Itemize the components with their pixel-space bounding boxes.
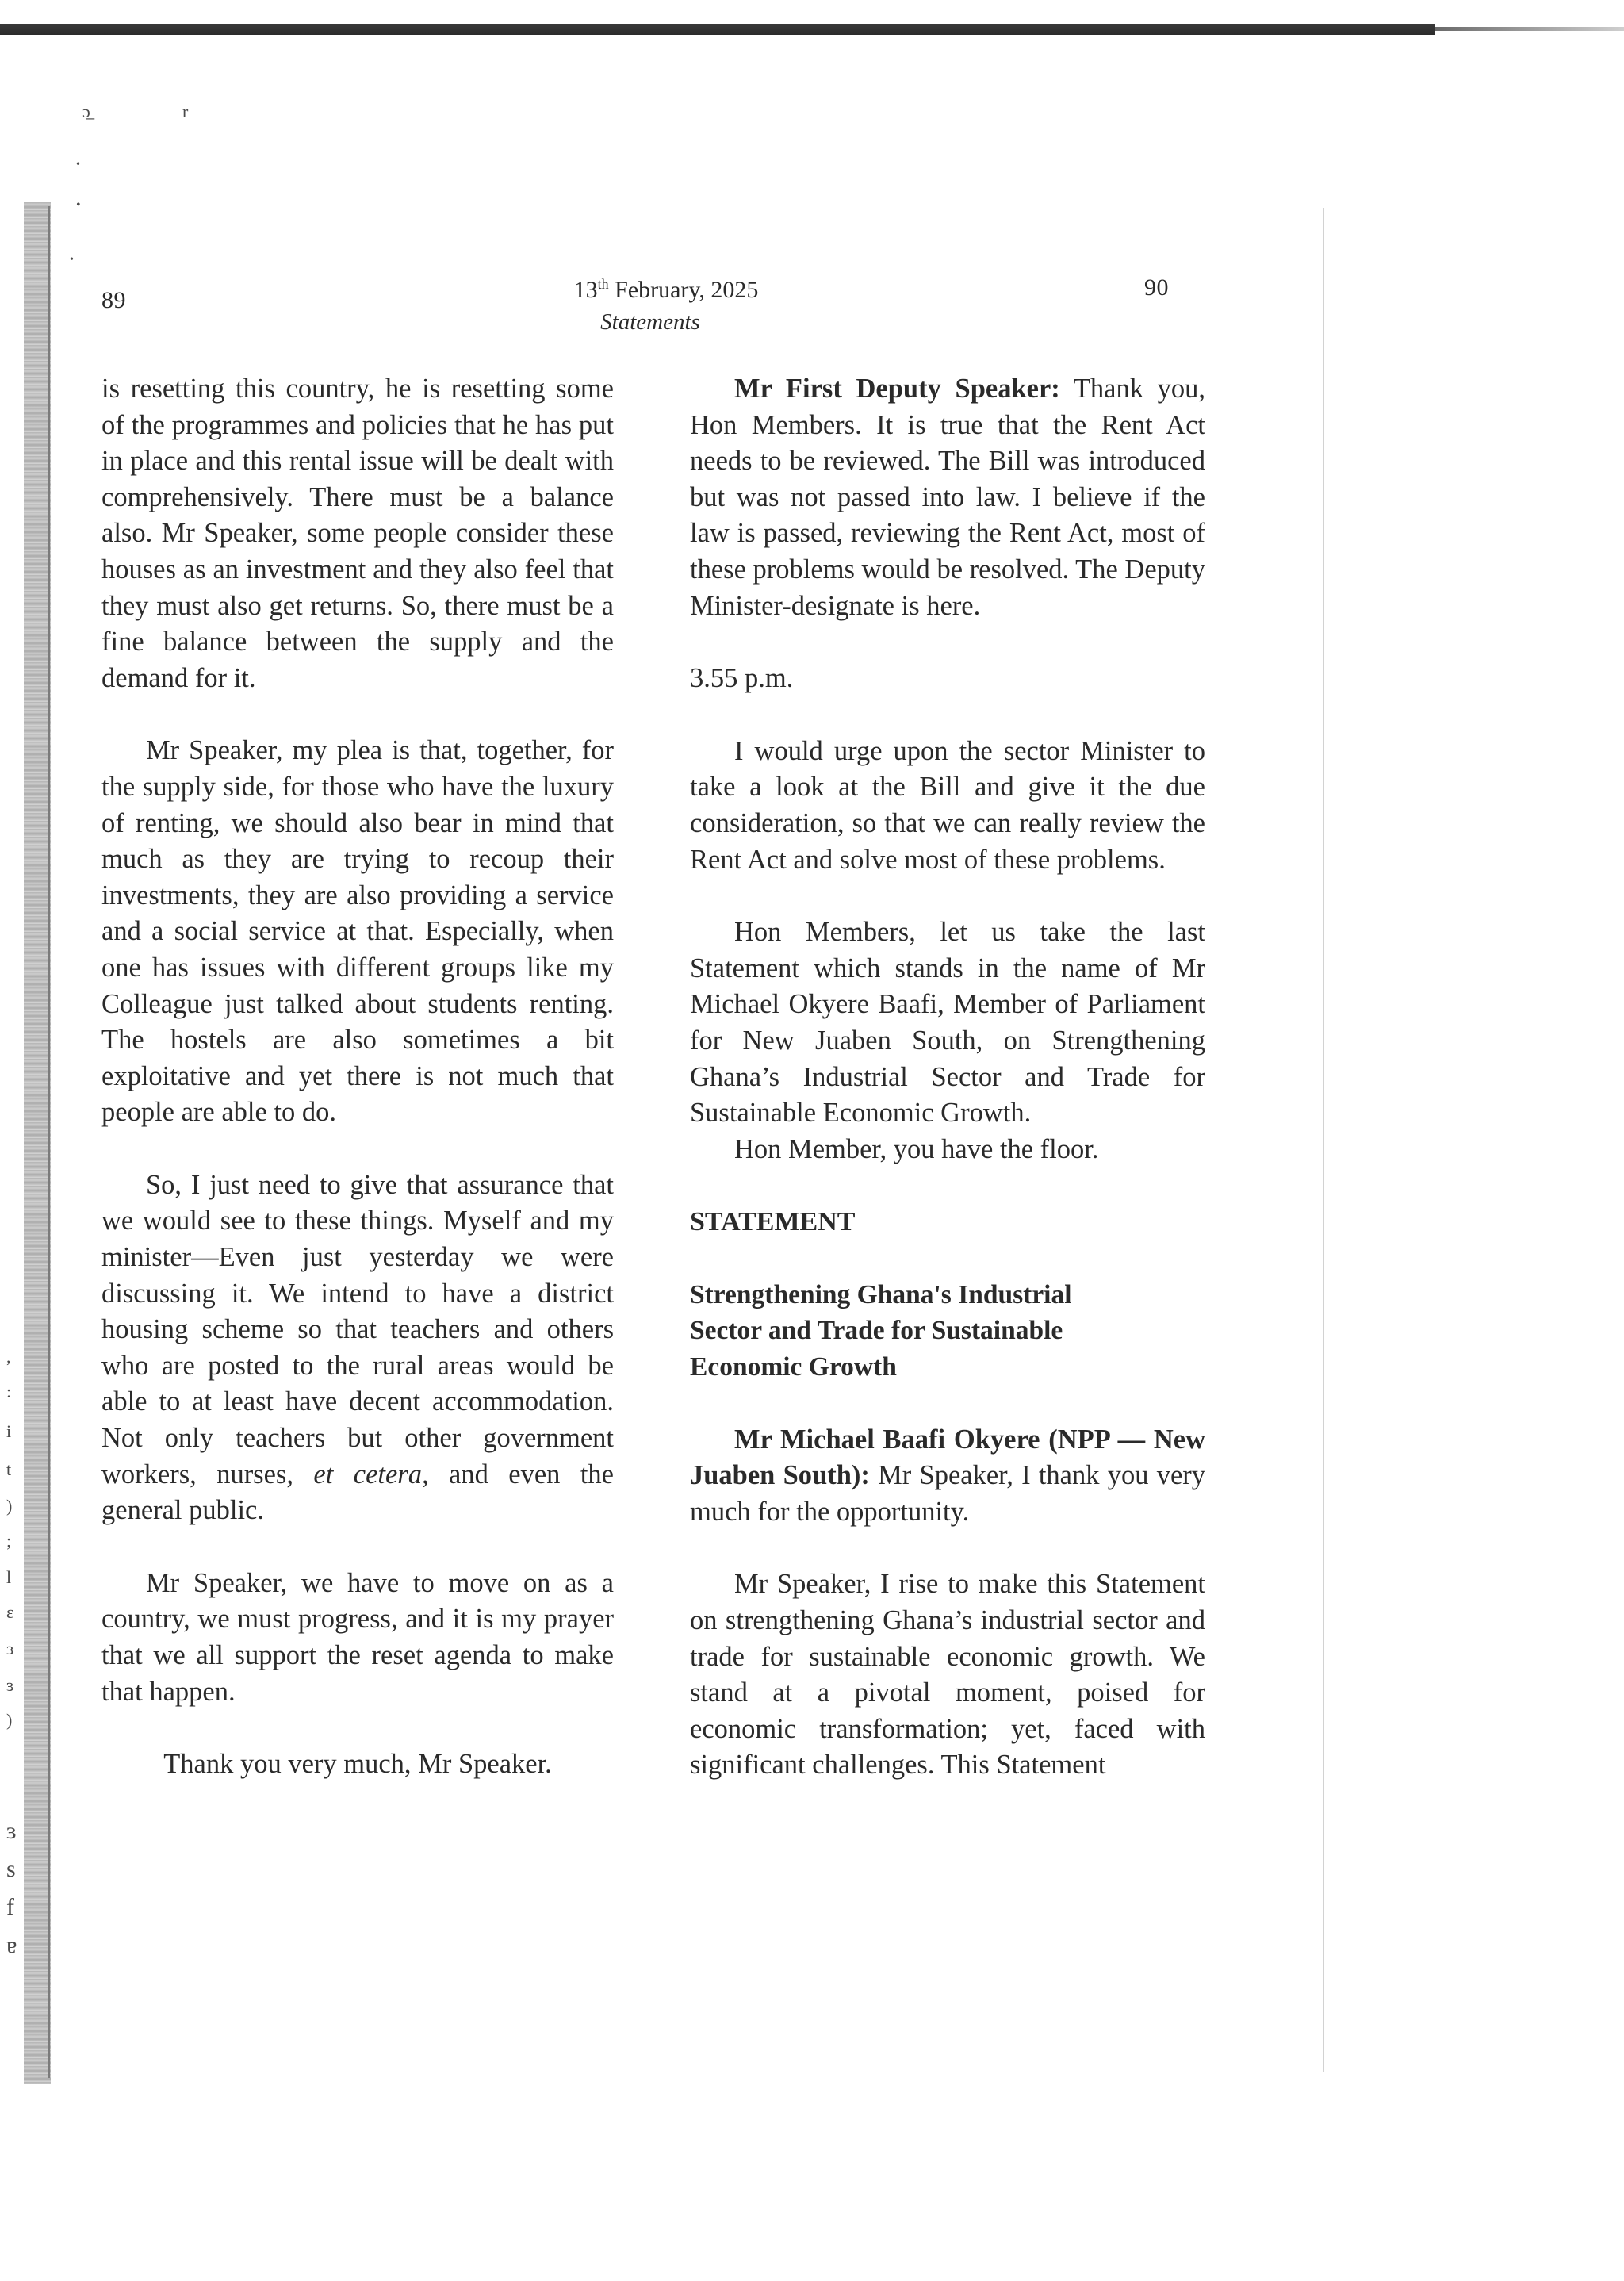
member-name: Mr Michael Baafi Okyere (NPP — New Juaben South): (690, 1424, 1205, 1491)
left-paragraph-3-start: So, I just need to give that assurance that we would see to these things. Myself and my minister—Even just yesterday we were discussing it. We intend to have a district housing scheme so that teachers and others who are posted to the rural areas would be able to at least have decent accommodation. Not only teachers but other government workers, nurses, (102, 1169, 614, 1489)
right-paragraph-2: I would urge upon the sector Minister to take a look at the Bill and give it the due consideration, so that we can really review the Rent Act and solve most of these problems. (690, 735, 1205, 875)
margin-mark: ) (6, 1496, 13, 1516)
date-suffix: th (597, 276, 609, 292)
margin-mark: : (6, 1382, 12, 1401)
margin-mark: ɜ (6, 1639, 14, 1658)
margin-mark: r (182, 102, 189, 121)
right-paragraph-5 (690, 1422, 1205, 1531)
right-paragraph-4: Hon Member, you have the floor. (734, 1133, 1099, 1164)
scan-top-edge (0, 24, 1435, 35)
binding-strip (24, 202, 51, 2084)
time-stamp: 3.55 p.m. (690, 663, 794, 694)
left-column (102, 371, 614, 1783)
left-paragraph-4: Mr Speaker, we have to move on as a country, we must progress, and it is my prayer that we all support the reset agenda to make that happen. (102, 1567, 614, 1707)
right-column (690, 371, 1205, 1784)
right-paragraph-1 (690, 371, 1205, 624)
page-number-left: 89 (102, 287, 126, 313)
right-paragraph-5-text: Mr Speaker, I thank you very much for the opportunity. (690, 1460, 1205, 1527)
right-margin-rule (1323, 208, 1324, 2072)
statement-title-line-1: Strengthening Ghana's Industrial (690, 1279, 1072, 1309)
margin-mark: s (6, 1856, 16, 1882)
margin-mark: • (76, 198, 81, 212)
binding-edge-line (48, 206, 50, 2078)
scan-top-edge-fade (1435, 27, 1624, 31)
statement-title-line-2: Sector and Trade for Sustainable (690, 1316, 1063, 1346)
margin-mark: i (6, 1421, 12, 1441)
margin-mark: ) (6, 1710, 13, 1730)
margin-mark: ɜ (6, 1675, 14, 1695)
margin-mark: • (70, 254, 74, 266)
statement-title-line-3: Economic Growth (690, 1352, 897, 1382)
left-paragraph-3-italic: et cetera, (313, 1459, 429, 1489)
margin-mark: f (6, 1894, 14, 1920)
date-day: 13 (573, 277, 598, 303)
left-paragraph-3-end: and even the general public. (102, 1459, 614, 1526)
page-number-right: 90 (1144, 274, 1169, 301)
margin-mark: t (6, 1459, 12, 1479)
margin-mark: l (6, 1567, 12, 1587)
speaker-name: Mr First Deputy Speaker: (734, 374, 1060, 404)
right-paragraph-6: Mr Speaker, I rise to make this Statement on strengthening Ghana’s industrial sector and trade for sustainable economic growth. We stand at a pivotal moment, poised for economic transformation; yet, faced with significant challenges. This Statement (690, 1569, 1205, 1781)
left-paragraph-3 (102, 1167, 614, 1529)
margin-mark: • (76, 159, 80, 171)
left-closing-line: Thank you very much, Mr Speaker. (163, 1749, 552, 1780)
margin-mark: ɜ (6, 1818, 17, 1844)
header-date (0, 276, 1332, 304)
margin-mark: ɛ (6, 1602, 14, 1622)
margin-mark: ɔ̲ (82, 102, 90, 121)
margin-mark: ; (6, 1531, 12, 1551)
section-title: Statements (600, 309, 700, 335)
margin-mark: , (6, 1347, 11, 1367)
date-rest: February, 2025 (615, 277, 759, 303)
statement-heading: STATEMENT (690, 1207, 856, 1237)
left-paragraph-2: Mr Speaker, my plea is that, together, for the supply side, for those who have the luxury of renting, we should also bear in mind that much as they are trying to recoup their investments, they are also providing a service and a social service at that. Especially, when one has issues with different groups like my Colleague just talked about students renting. The hostels are also sometimes a bit exploitative and yet there is not much that people are able to do. (102, 735, 614, 1128)
margin-mark: ɐ (6, 1932, 17, 1958)
right-paragraph-3: Hon Members, let us take the last Statement which stands in the name of Mr Michael Okyere Baafi, Member of Parliament for New Juaben South, on Strengthening Ghana’s Industrial Sector and Trade for Sustainable Economic Growth. (690, 917, 1205, 1129)
left-paragraph-1: is resetting this country, he is resetting some of the programmes and policies that he has put in place and this rental issue will be dealt with comprehensively. There must be a balance also. Mr Speaker, some people consider these houses as an investment and they also feel that they must also get returns. So, there must be a fine balance between the supply and the demand for it. (102, 374, 614, 693)
right-paragraph-1-text: Thank you, Hon Members. It is true that the Rent Act needs to be reviewed. The Bill was introduced but was not passed into law. I believe if the law is passed, reviewing the Rent Act, most of these problems would be resolved. The Deputy Minister-designate is here. (690, 374, 1206, 621)
